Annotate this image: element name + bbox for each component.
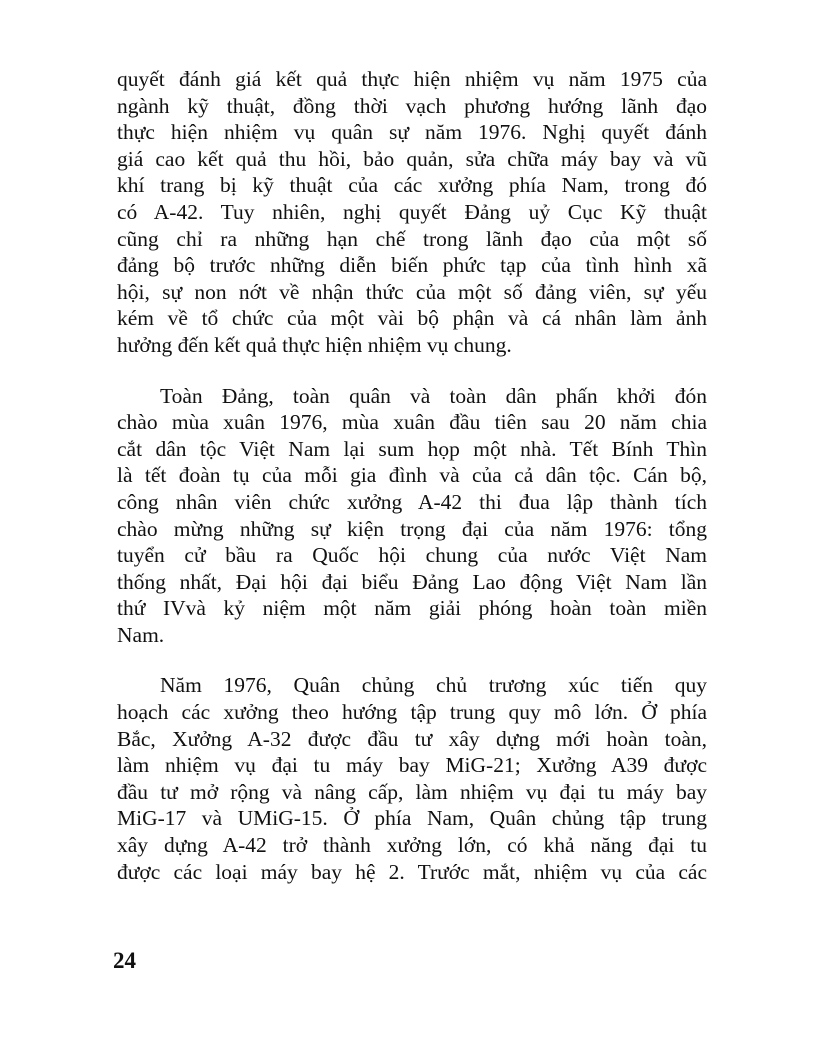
paragraph-3 [117,672,707,885]
text-line: thứ IVvà kỷ niệm một năm giải phóng hoàn toàn miền [117,596,707,621]
text-line: chào mừng những sự kiện trọng đại của năm 1976: tổng [117,516,707,541]
page-body [117,66,707,885]
text-line: đảng bộ trước những diễn biến phức tạp của tình hình xã [117,253,707,278]
text-line: giá cao kết quả thu hồi, bảo quản, sửa chữa máy bay và vũ [117,146,707,171]
text-line: kém về tổ chức của một vài bộ phận và cá nhân làm ảnh [117,306,707,331]
text-line: thống nhất, Đại hội đại biểu Đảng Lao động Việt Nam lần [117,569,707,594]
text-line: tuyển cử bầu ra Quốc hội chung của nước Việt Nam [117,543,707,568]
text-line: hội, sự non nớt về nhận thức của một số đảng viên, sự yếu [117,279,707,304]
text-line: là tết đoàn tụ của mỗi gia đình và của cả dân tộc. Cán bộ, [117,463,707,488]
paragraph-1 [117,66,707,359]
text-line: chào mùa xuân 1976, mùa xuân đầu tiên sau 20 năm chia [117,410,707,435]
text-line: cũng chỉ ra những hạn chế trong lãnh đạo của một số [117,226,707,251]
text-line: hoạch các xưởng theo hướng tập trung quy mô lớn. Ở phía [117,700,707,725]
text-line: Nam. [117,622,165,647]
text-line: làm nhiệm vụ đại tu máy bay MiG-21; Xưởng A39 được [117,753,707,778]
paragraph-2 [117,383,707,649]
paragraph-gap [117,648,707,672]
text-line: quyết đánh giá kết quả thực hiện nhiệm vụ năm 1975 của [117,67,707,91]
text-line: Toàn Đảng, toàn quân và toàn dân phấn khởi đón [160,383,707,408]
text-line: có A-42. Tuy nhiên, nghị quyết Đảng uỷ Cục Kỹ thuật [117,199,707,224]
text-line: được các loại máy bay hệ 2. Trước mắt, nhiệm vụ của các [117,859,707,884]
text-line: thực hiện nhiệm vụ quân sự năm 1976. Nghị quyết đánh [117,120,707,145]
text-line: hưởng đến kết quả thực hiện nhiệm vụ chung. [117,332,512,357]
text-line: khí trang bị kỹ thuật của các xưởng phía Nam, trong đó [117,173,707,198]
text-line: đầu tư mở rộng và nâng cấp, làm nhiệm vụ đại tu máy bay [117,779,707,804]
text-line: công nhân viên chức xưởng A-42 thi đua lập thành tích [117,489,707,514]
paragraph-gap [117,359,707,383]
text-line: cắt dân tộc Việt Nam lại sum họp một nhà. Tết Bính Thìn [117,436,707,461]
text-line: Năm 1976, Quân chủng chủ trương xúc tiến quy [160,673,707,698]
text-line: ngành kỹ thuật, đồng thời vạch phương hướng lãnh đạo [117,93,707,118]
page-number: 24 [113,948,136,973]
text-line: xây dựng A-42 trở thành xưởng lớn, có khả năng đại tu [117,833,707,858]
text-line: MiG-17 và UMiG-15. Ở phía Nam, Quân chủng tập trung [117,806,707,831]
text-line: Bắc, Xưởng A-32 được đầu tư xây dựng mới hoàn toàn, [117,726,707,751]
